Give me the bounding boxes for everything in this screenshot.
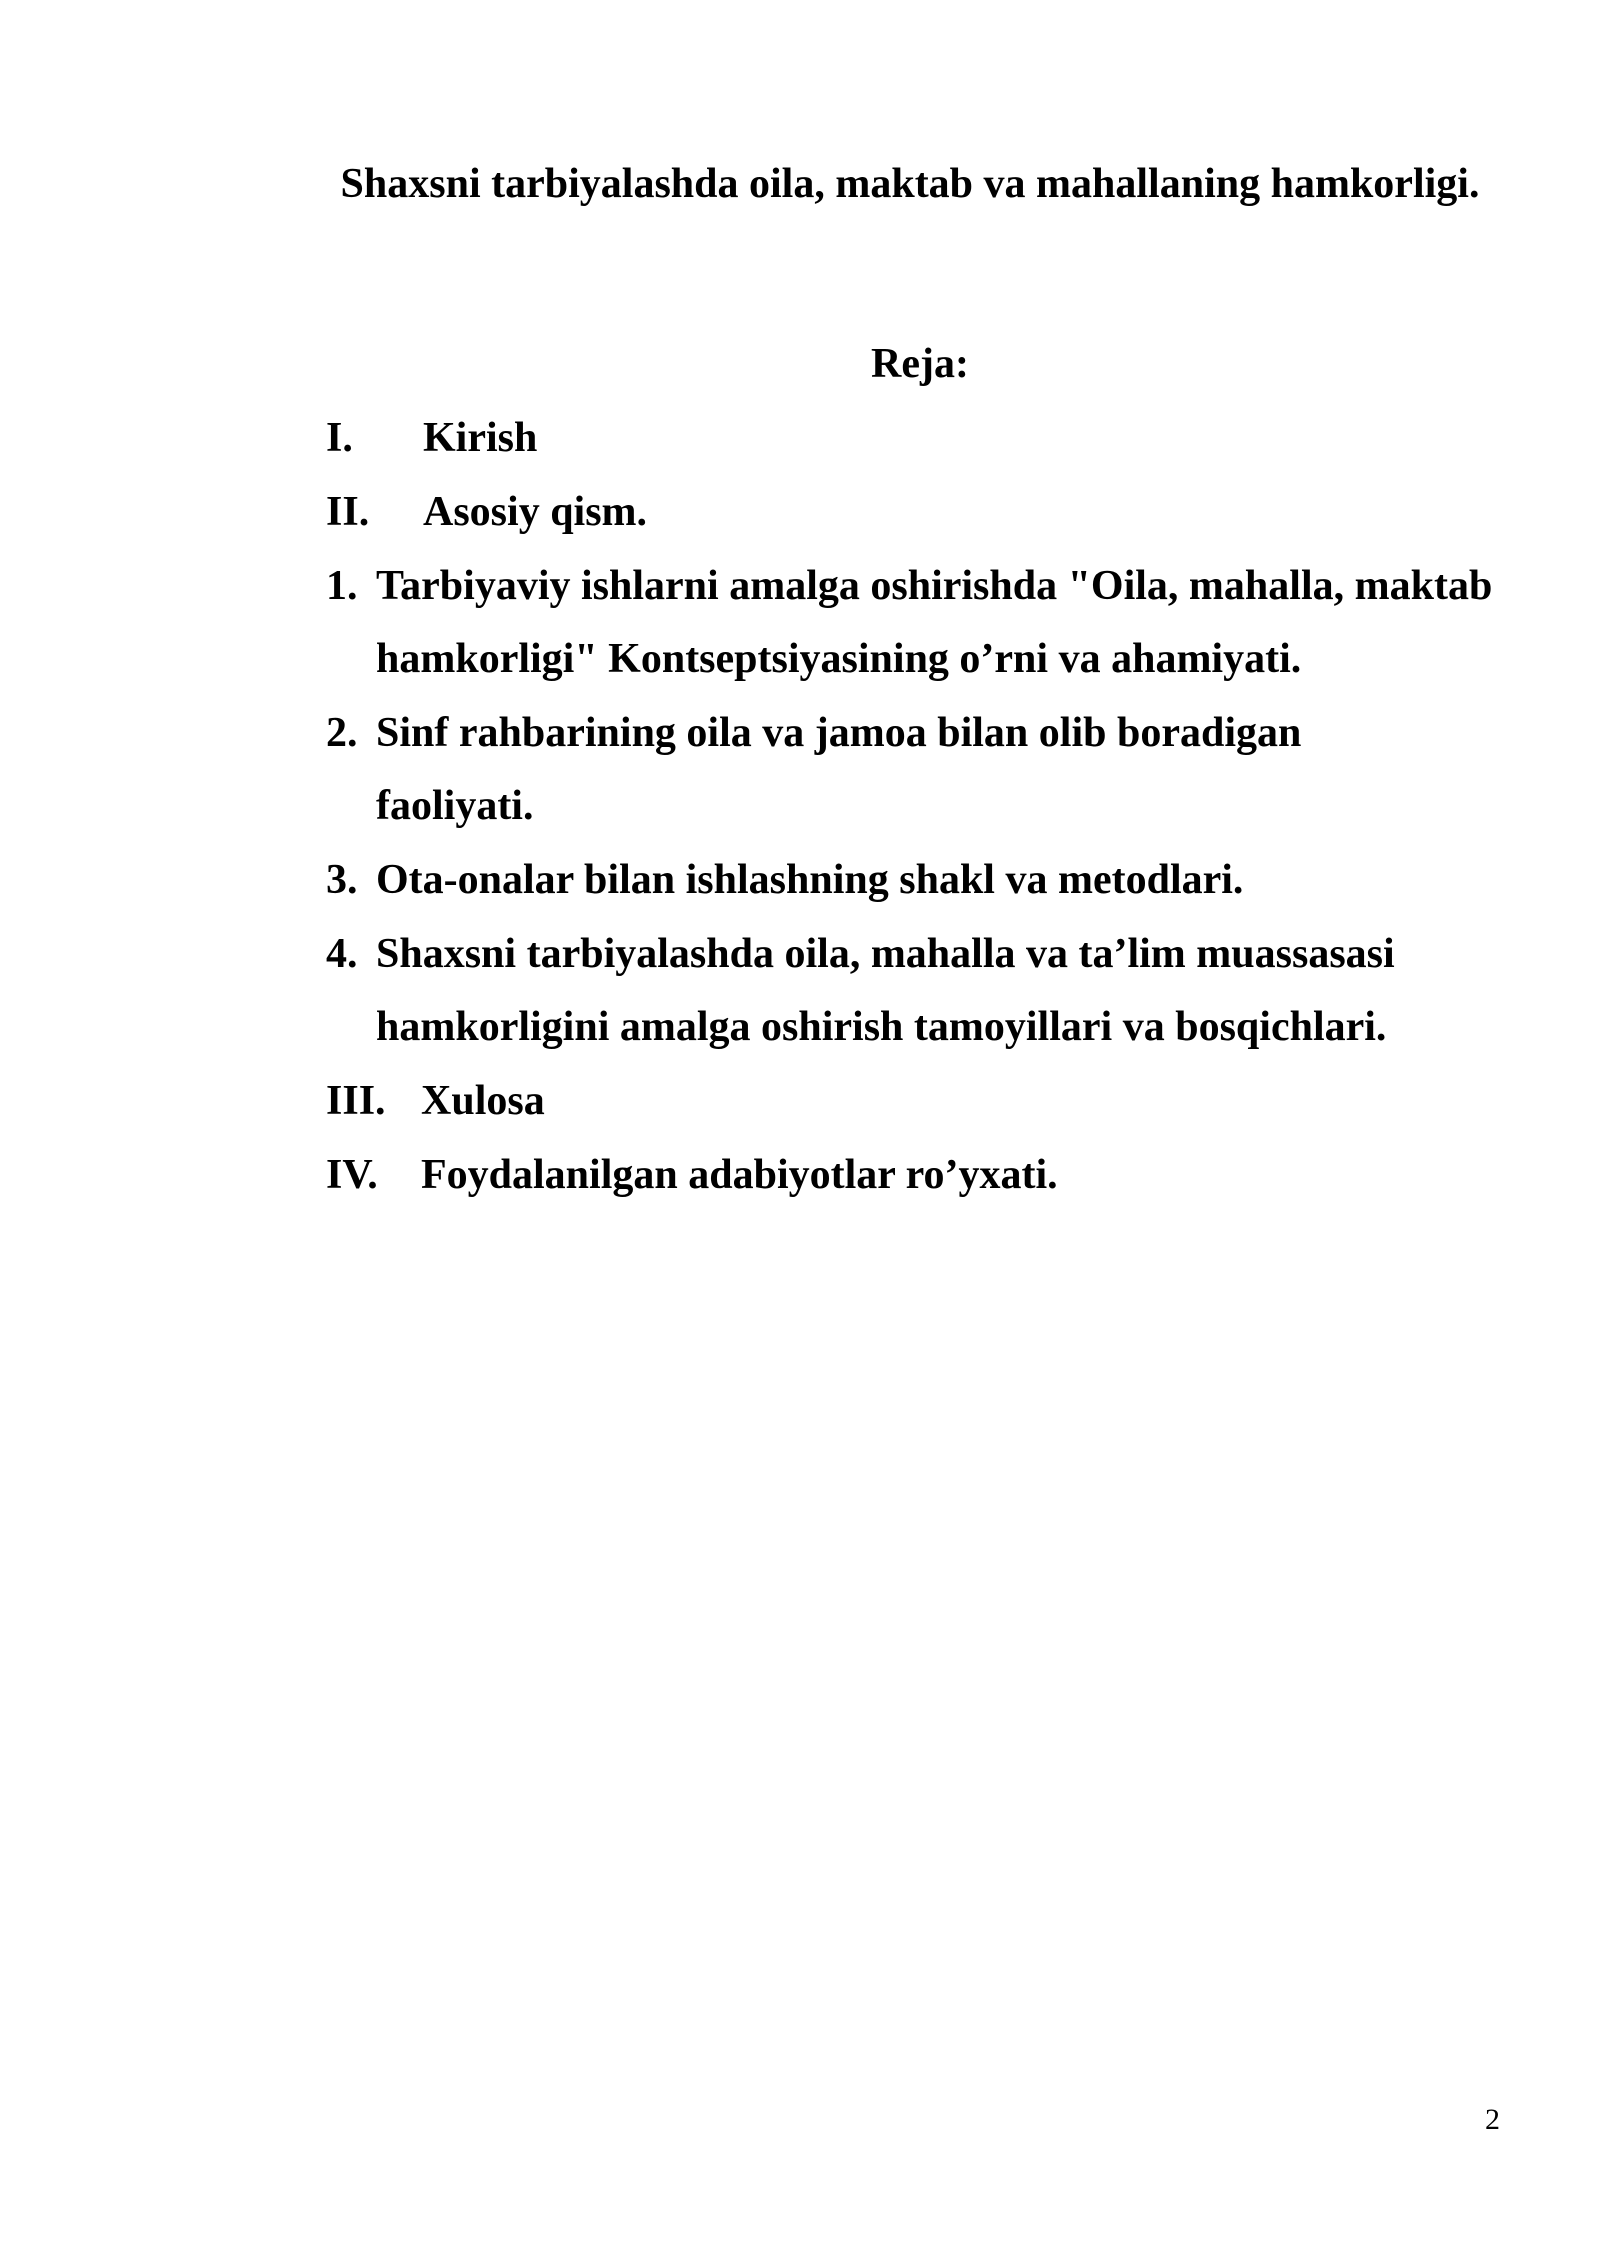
outline-text: Xulosa — [421, 1078, 545, 1124]
outline-marker: I. — [326, 415, 353, 461]
subitem-text: Ota-onalar bilan ishlashning shakl va metodlari. — [376, 857, 1244, 903]
plan-heading: Reja: — [871, 341, 969, 387]
outline-text: Asosiy qism. — [423, 489, 648, 535]
outline-text: Foydalanilgan adabiyotlar ro’yxati. — [421, 1152, 1058, 1198]
subitem-marker: 1. — [326, 563, 358, 609]
page-number: 2 — [1485, 2103, 1500, 2136]
outline-text: Kirish — [423, 415, 538, 461]
outline-marker: III. — [326, 1078, 386, 1124]
plan-outline — [0, 402, 1600, 1213]
outline-marker: II. — [326, 489, 370, 535]
subitem-marker: 4. — [326, 931, 358, 977]
outline-item-main — [0, 476, 1600, 550]
outline-item-references — [0, 1139, 1600, 1213]
outline-subitem-2 — [0, 697, 1600, 844]
subitem-text: Shaxsni tarbiyalashda oila, mahalla va ta’lim muassasasi hamkorligini amalga oshirish tamoyillari va bosqichlari. — [376, 931, 1395, 1050]
subitem-text: Sinf rahbarining oila va jamoa bilan olib boradigan faoliyati. — [376, 710, 1302, 829]
subitem-marker: 2. — [326, 710, 358, 756]
outline-subitem-1 — [0, 550, 1600, 697]
outline-subitem-3 — [0, 844, 1600, 918]
outline-item-conclusion — [0, 1065, 1600, 1139]
outline-subitem-4 — [0, 918, 1600, 1065]
subitem-marker: 3. — [326, 857, 358, 903]
outline-item-intro — [0, 402, 1600, 476]
document-title: Shaxsni tarbiyalashda oila, maktab va mahallaning hamkorligi. — [340, 161, 1480, 207]
outline-marker: IV. — [326, 1152, 378, 1198]
subitem-text: Tarbiyaviy ishlarni amalga oshirishda "Oila, mahalla, maktab hamkorligi" Kontseptsiyasining o’rni va ahamiyati. — [376, 563, 1493, 682]
